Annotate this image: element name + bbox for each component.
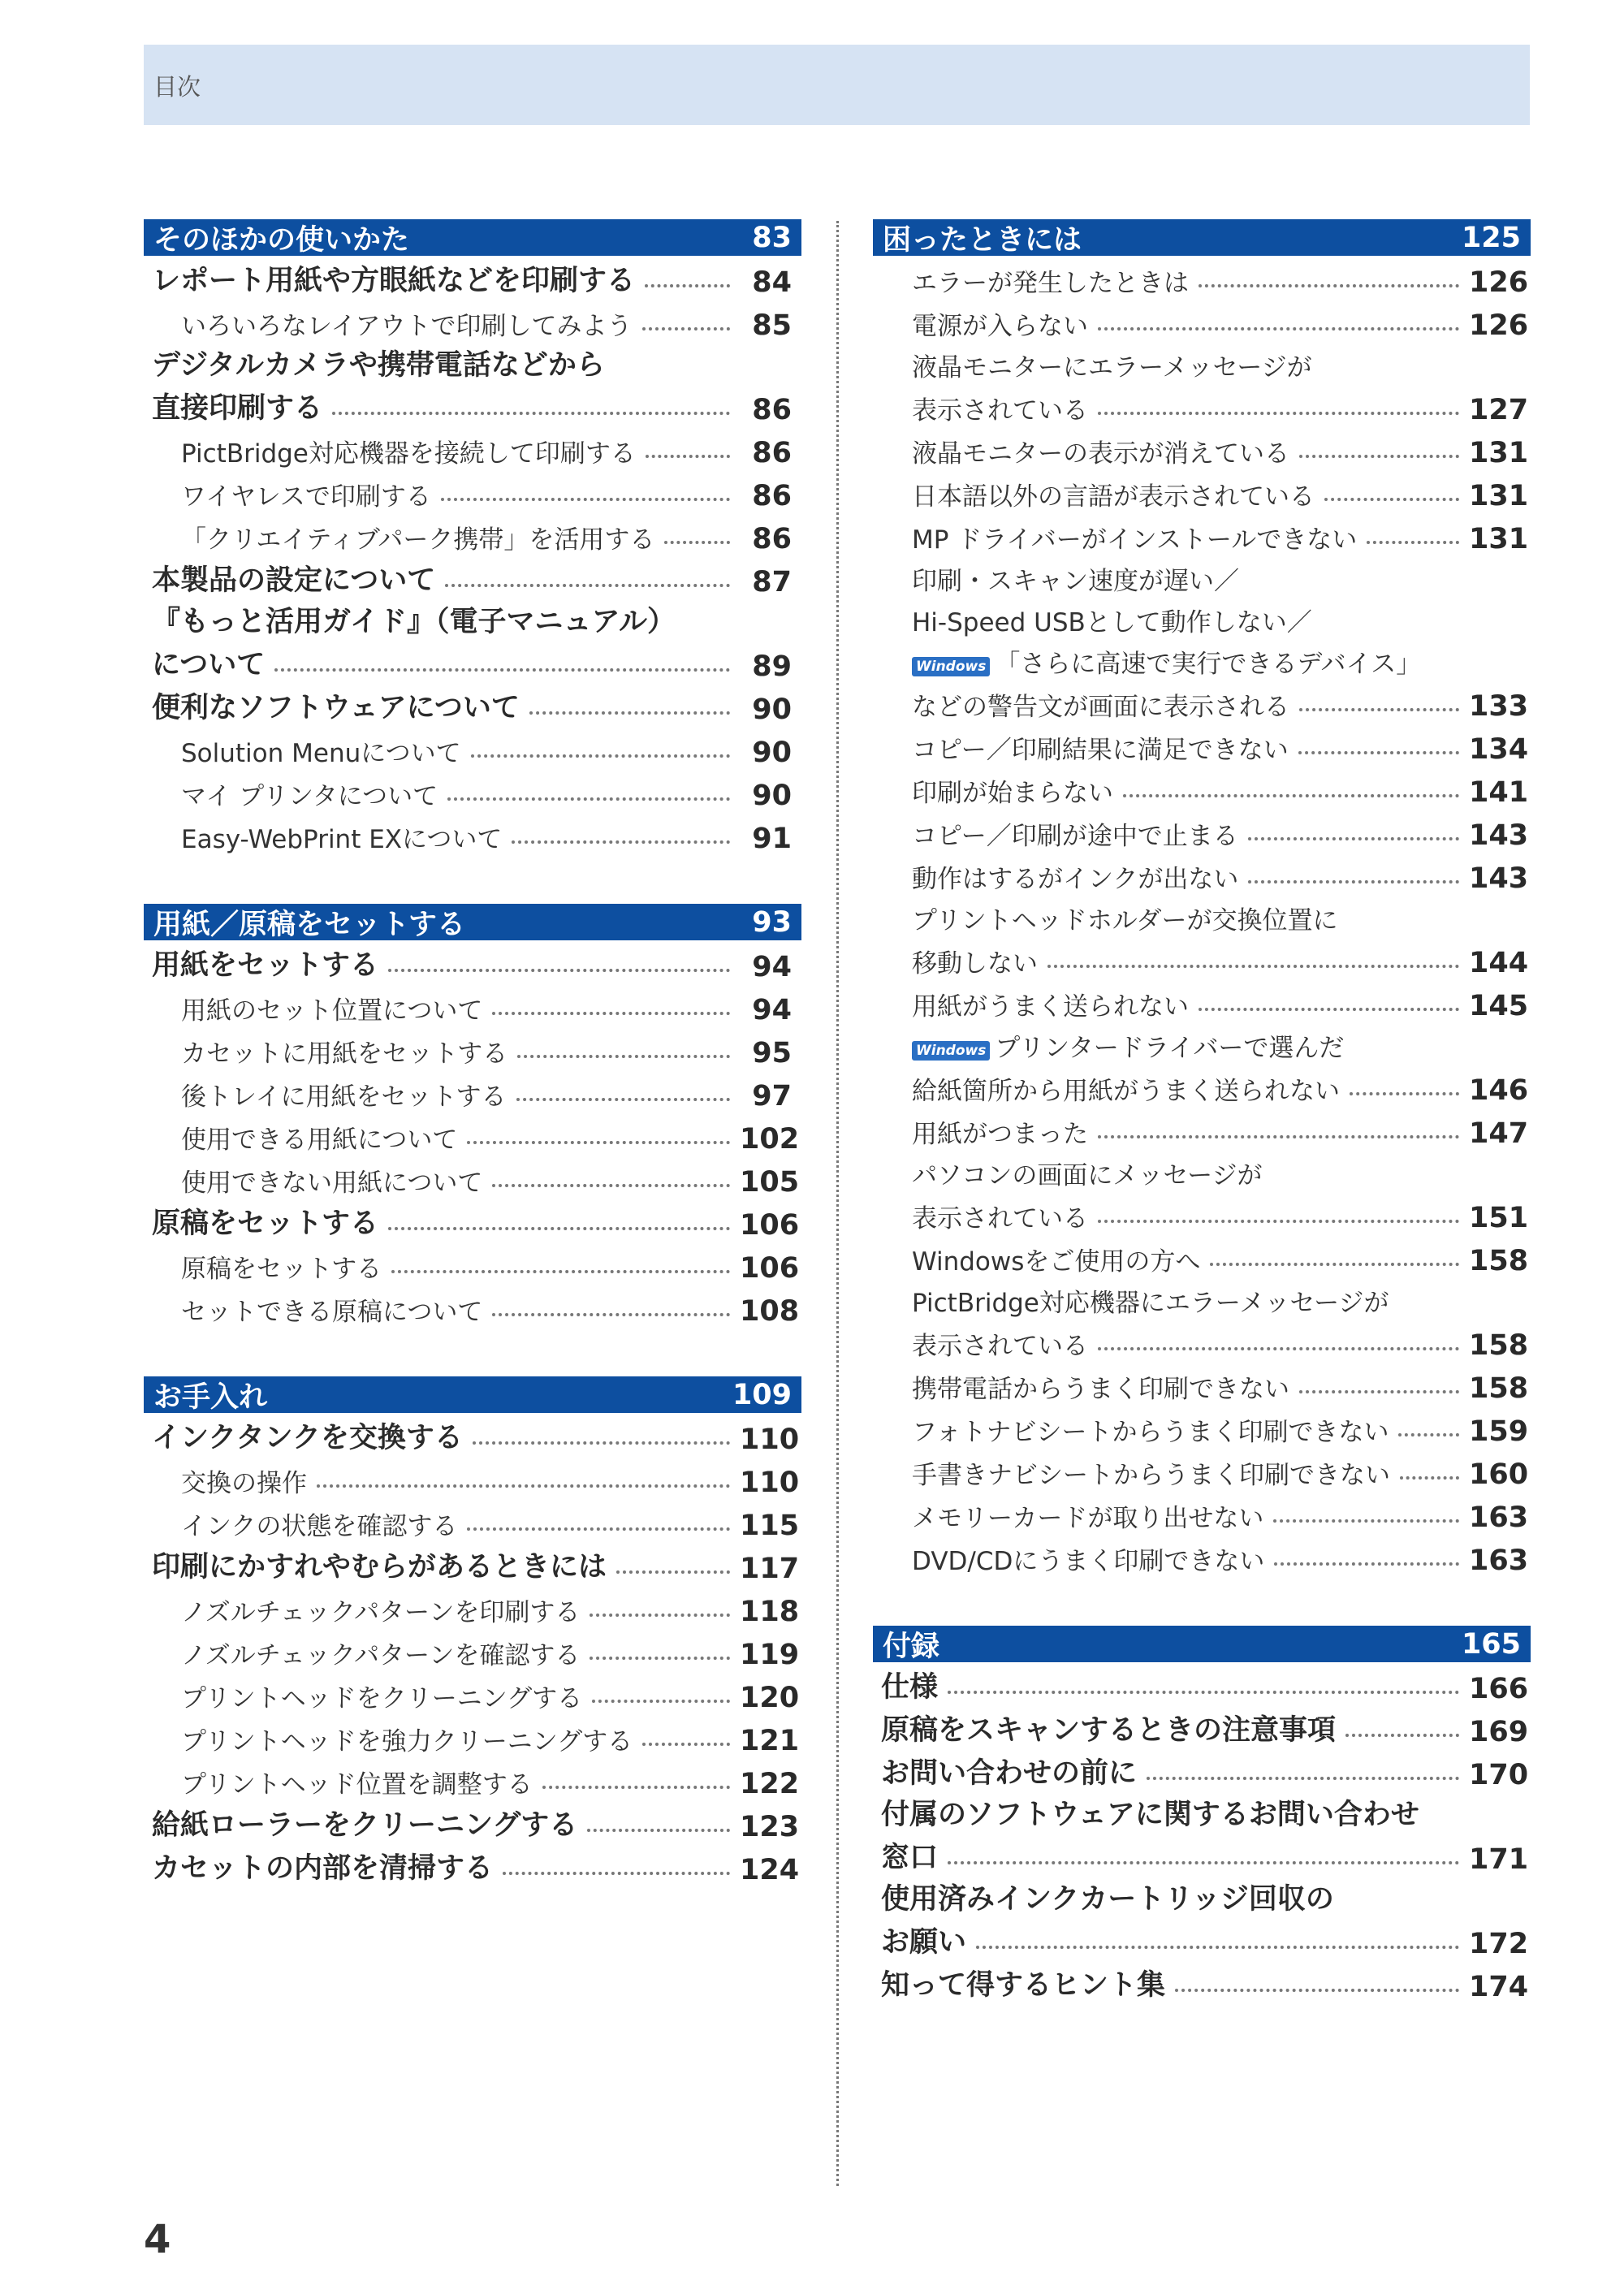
leader-dots bbox=[332, 412, 730, 415]
entry-title-line bbox=[873, 895, 1531, 936]
entry-title: マイ プリンタについて bbox=[181, 782, 438, 811]
entry-title: インクタンクを交換する bbox=[152, 1422, 463, 1454]
entry-title: 表示されている bbox=[912, 396, 1088, 426]
entry-page: 147 bbox=[1469, 1117, 1529, 1150]
leader-dots bbox=[516, 1098, 730, 1101]
entry-page: 126 bbox=[1469, 309, 1529, 342]
toc-entry[interactable] bbox=[873, 256, 1531, 299]
entry-page: 90 bbox=[752, 737, 792, 769]
section-page: 109 bbox=[732, 1378, 792, 1411]
column-divider bbox=[836, 221, 839, 2186]
entry-page: 97 bbox=[752, 1080, 792, 1112]
section-header[interactable] bbox=[144, 904, 801, 940]
entry-page: 144 bbox=[1469, 947, 1529, 979]
leader-dots bbox=[642, 1743, 730, 1746]
toc-entry[interactable] bbox=[873, 1491, 1531, 1534]
leader-dots bbox=[590, 1614, 730, 1617]
page-number: 4 bbox=[144, 2217, 171, 2262]
toc-entry[interactable] bbox=[873, 1705, 1531, 1748]
leader-dots bbox=[517, 1055, 730, 1058]
toc-entry[interactable] bbox=[144, 1542, 801, 1585]
entry-page: 87 bbox=[752, 566, 792, 598]
toc-entry[interactable] bbox=[873, 1362, 1531, 1405]
entry-title: カセットに用紙をセットする bbox=[181, 1039, 508, 1069]
leader-dots bbox=[492, 1313, 730, 1316]
section-title: 困ったときには bbox=[883, 223, 1082, 257]
entry-title: 動作はするがインクが出ない bbox=[912, 865, 1239, 894]
entry-page: 163 bbox=[1469, 1501, 1529, 1534]
leader-dots bbox=[645, 284, 730, 287]
entry-page: 151 bbox=[1469, 1202, 1529, 1234]
entry-page: 85 bbox=[752, 309, 792, 342]
leader-dots bbox=[512, 840, 730, 844]
section-gap bbox=[873, 1577, 1531, 1626]
toc-entry[interactable] bbox=[144, 640, 801, 683]
entry-title: 用紙のセット位置について bbox=[181, 996, 483, 1026]
entry-title: 窓口 bbox=[881, 1842, 939, 1874]
toc-entry[interactable] bbox=[873, 680, 1531, 723]
toc-entry[interactable] bbox=[144, 1112, 801, 1156]
entry-page: 143 bbox=[1469, 862, 1529, 895]
section-gap bbox=[144, 1328, 801, 1376]
leader-dots bbox=[1098, 1347, 1459, 1350]
entry-title-text: プリンタードライバーで選んだ bbox=[995, 1034, 1345, 1063]
toc-entry[interactable] bbox=[144, 1671, 801, 1714]
entry-title: 日本語以外の言語が表示されている bbox=[912, 482, 1315, 512]
entry-title: カセットの内部を清掃する bbox=[152, 1852, 494, 1885]
toc-entry[interactable] bbox=[144, 769, 801, 812]
section-title: そのほかの使いかた bbox=[153, 223, 410, 257]
entry-page: 118 bbox=[740, 1596, 800, 1628]
leader-dots bbox=[1324, 498, 1459, 501]
entry-title: ノズルチェックパターンを印刷する bbox=[181, 1598, 581, 1627]
toc-entry[interactable] bbox=[873, 299, 1531, 342]
entry-title: PictBridge対応機器を接続して印刷する bbox=[181, 439, 636, 469]
leader-dots bbox=[1298, 751, 1459, 754]
leader-dots bbox=[1299, 708, 1459, 711]
entry-title: 原稿をセットする bbox=[181, 1255, 382, 1284]
leader-dots bbox=[447, 797, 730, 801]
entry-page: 94 bbox=[752, 951, 792, 983]
entry-title: 便利なソフトウェアについて bbox=[152, 692, 520, 724]
leader-dots bbox=[976, 1946, 1459, 1949]
entry-page: 110 bbox=[740, 1467, 800, 1499]
leader-dots bbox=[590, 1657, 730, 1660]
entry-page: 158 bbox=[1469, 1372, 1529, 1405]
entry-title: コピー／印刷結果に満足できない bbox=[912, 736, 1289, 765]
entry-title: 表示されている bbox=[912, 1332, 1088, 1361]
entry-title: 用紙がうまく送られない bbox=[912, 992, 1189, 1022]
entry-title-text: PictBridge対応機器にエラーメッセージが bbox=[912, 1289, 1389, 1318]
toc-entry[interactable] bbox=[873, 1405, 1531, 1448]
section-title: お手入れ bbox=[153, 1380, 268, 1414]
windows-icon: Windows bbox=[912, 1041, 990, 1061]
entry-title-line bbox=[144, 342, 801, 383]
section-header[interactable] bbox=[873, 219, 1531, 256]
toc-section bbox=[144, 219, 801, 855]
toc-entry[interactable] bbox=[873, 1960, 1531, 2003]
entry-title-line bbox=[873, 1150, 1531, 1191]
toc-entry[interactable] bbox=[873, 852, 1531, 895]
toc-entry[interactable] bbox=[144, 1285, 801, 1328]
entry-page: 90 bbox=[752, 693, 792, 726]
leader-dots bbox=[503, 1872, 730, 1875]
entry-title: などの警告文が画面に表示される bbox=[912, 693, 1289, 722]
leader-dots bbox=[388, 1227, 730, 1230]
leader-dots bbox=[948, 1691, 1459, 1694]
toc-entry[interactable] bbox=[873, 1107, 1531, 1150]
toc-entry[interactable] bbox=[873, 1748, 1531, 1791]
breadcrumb: 目次 bbox=[153, 73, 201, 101]
leader-dots bbox=[492, 1012, 730, 1015]
header-bar bbox=[144, 45, 1530, 125]
leader-dots bbox=[1123, 794, 1459, 797]
entry-title: セットできる原稿について bbox=[181, 1298, 483, 1327]
entry-page: 131 bbox=[1469, 480, 1529, 512]
entry-title-line bbox=[873, 638, 1531, 680]
entry-title-line bbox=[873, 1277, 1531, 1319]
entry-title: コピー／印刷が途中で止まる bbox=[912, 822, 1238, 851]
toc-entry[interactable] bbox=[144, 1242, 801, 1285]
entry-title: 液晶モニターの表示が消えている bbox=[912, 439, 1289, 469]
entry-page: 143 bbox=[1469, 819, 1529, 852]
entry-page: 105 bbox=[740, 1166, 800, 1199]
entry-title: 印刷が始まらない bbox=[912, 779, 1113, 808]
entry-page: 86 bbox=[752, 394, 792, 426]
leader-dots bbox=[473, 1441, 730, 1445]
leader-dots bbox=[467, 1527, 730, 1531]
entry-title: 使用できない用紙について bbox=[181, 1169, 483, 1198]
entry-title: 用紙をセットする bbox=[152, 949, 378, 982]
leader-dots bbox=[1175, 1989, 1459, 1992]
entry-page: 90 bbox=[752, 780, 792, 812]
leader-dots bbox=[592, 1700, 730, 1703]
entry-page: 84 bbox=[752, 266, 792, 299]
entry-page: 131 bbox=[1469, 523, 1529, 555]
leader-dots bbox=[664, 541, 730, 544]
leader-dots bbox=[1199, 284, 1459, 287]
leader-dots bbox=[388, 969, 730, 972]
section-page: 83 bbox=[752, 221, 792, 254]
leader-dots bbox=[542, 1786, 730, 1789]
entry-page: 106 bbox=[740, 1209, 800, 1242]
toc-entry[interactable] bbox=[873, 1448, 1531, 1491]
entry-title: 「クリエイティブパーク携帯」を活用する bbox=[181, 525, 655, 555]
toc-entry[interactable] bbox=[873, 766, 1531, 809]
entry-page: 121 bbox=[740, 1725, 800, 1757]
section-header[interactable] bbox=[144, 219, 801, 256]
leader-dots bbox=[1274, 1562, 1459, 1566]
leader-dots bbox=[1248, 880, 1459, 883]
entry-title: 仕様 bbox=[881, 1671, 939, 1704]
entry-page: 141 bbox=[1469, 776, 1529, 809]
entry-page: 169 bbox=[1469, 1716, 1529, 1748]
leader-dots bbox=[1098, 1220, 1459, 1223]
entry-page: 110 bbox=[740, 1423, 800, 1456]
leader-dots bbox=[471, 754, 730, 758]
toc-entry[interactable] bbox=[873, 469, 1531, 512]
entry-page: 124 bbox=[740, 1854, 800, 1886]
entry-title: 交換の操作 bbox=[181, 1469, 307, 1498]
entry-title: MP ドライバーがインストールできない bbox=[912, 525, 1358, 555]
leader-dots bbox=[642, 327, 730, 330]
toc-entry[interactable] bbox=[873, 723, 1531, 766]
entry-title-line bbox=[873, 1022, 1531, 1064]
entry-title: いろいろなレイアウトで印刷してみよう bbox=[181, 312, 633, 341]
entry-page: 159 bbox=[1469, 1415, 1529, 1448]
toc-left-column bbox=[144, 219, 801, 1886]
entry-title-text: 「さらに高速で実行できるデバイス」 bbox=[995, 650, 1422, 679]
entry-page: 91 bbox=[752, 823, 792, 855]
entry-page: 95 bbox=[752, 1037, 792, 1069]
entry-title: プリントヘッド位置を調整する bbox=[181, 1770, 533, 1799]
windows-icon: Windows bbox=[912, 657, 990, 676]
toc-entry[interactable] bbox=[873, 1534, 1531, 1577]
leader-dots bbox=[492, 1184, 730, 1187]
leader-dots bbox=[441, 498, 730, 501]
entry-title: 印刷にかすれやむらがあるときには bbox=[152, 1551, 607, 1583]
entry-page: 127 bbox=[1469, 394, 1529, 426]
entry-page: 134 bbox=[1469, 733, 1529, 766]
toc-entry[interactable] bbox=[144, 683, 801, 726]
entry-page: 170 bbox=[1469, 1759, 1529, 1791]
leader-dots bbox=[274, 668, 730, 672]
leader-dots bbox=[317, 1484, 730, 1488]
leader-dots bbox=[1047, 965, 1459, 968]
toc-entry[interactable] bbox=[144, 940, 801, 983]
leader-dots bbox=[445, 584, 730, 587]
section-title: 付録 bbox=[883, 1630, 940, 1663]
toc-entry[interactable] bbox=[144, 1757, 801, 1800]
entry-title: 移動しない bbox=[912, 949, 1038, 979]
toc-entry[interactable] bbox=[144, 1456, 801, 1499]
entry-title: 使用できる用紙について bbox=[181, 1125, 458, 1155]
entry-page: 174 bbox=[1469, 1971, 1529, 2003]
entry-title: Easy-WebPrint EXについて bbox=[181, 825, 503, 854]
toc-section bbox=[144, 1376, 801, 1886]
toc-entry[interactable] bbox=[873, 936, 1531, 979]
leader-dots bbox=[587, 1829, 730, 1832]
toc-entry[interactable] bbox=[873, 1917, 1531, 1960]
entry-page: 106 bbox=[740, 1252, 800, 1285]
entry-title: について bbox=[152, 649, 266, 681]
entry-title-text: 付属のソフトウェアに関するお問い合わせ bbox=[881, 1799, 1419, 1831]
entry-title: ワイヤレスで印刷する bbox=[181, 482, 431, 512]
leader-dots bbox=[948, 1861, 1459, 1864]
toc-entry[interactable] bbox=[144, 299, 801, 342]
entry-title: 原稿をスキャンするときの注意事項 bbox=[881, 1714, 1337, 1747]
section-page: 93 bbox=[752, 905, 792, 939]
entry-title: 給紙ローラーをクリーニングする bbox=[152, 1809, 578, 1842]
toc-entry[interactable] bbox=[873, 979, 1531, 1022]
toc-entry[interactable] bbox=[144, 512, 801, 555]
entry-page: 89 bbox=[752, 650, 792, 683]
entry-page: 131 bbox=[1469, 437, 1529, 469]
entry-title: お願い bbox=[881, 1926, 967, 1959]
entry-title-line bbox=[873, 1791, 1531, 1833]
leader-dots bbox=[1367, 541, 1459, 544]
leader-dots bbox=[1350, 1092, 1459, 1095]
toc-entry[interactable] bbox=[873, 1662, 1531, 1705]
entry-title: DVD/CDにうまく印刷できない bbox=[912, 1547, 1265, 1576]
toc-entry[interactable] bbox=[144, 1156, 801, 1199]
toc-entry[interactable] bbox=[144, 1714, 801, 1757]
entry-page: 102 bbox=[740, 1123, 800, 1156]
toc-entry[interactable] bbox=[144, 983, 801, 1026]
entry-page: 120 bbox=[740, 1682, 800, 1714]
toc-entry[interactable] bbox=[144, 726, 801, 769]
toc-entry[interactable] bbox=[144, 1499, 801, 1542]
toc-entry[interactable] bbox=[873, 1191, 1531, 1234]
leader-dots bbox=[1210, 1263, 1459, 1266]
entry-title: 本製品の設定について bbox=[152, 564, 436, 597]
toc-entry[interactable] bbox=[144, 555, 801, 598]
toc-entry[interactable] bbox=[144, 1069, 801, 1112]
toc-entry[interactable] bbox=[873, 1833, 1531, 1876]
entry-title-text: デジタルカメラや携帯電話などから bbox=[152, 349, 605, 382]
toc-entry[interactable] bbox=[144, 383, 801, 426]
entry-page: 122 bbox=[740, 1768, 800, 1800]
entry-title: ノズルチェックパターンを確認する bbox=[181, 1641, 581, 1670]
entry-title-line bbox=[873, 342, 1531, 383]
leader-dots bbox=[391, 1270, 730, 1273]
leader-dots bbox=[1398, 1433, 1459, 1436]
entry-title-line bbox=[873, 1876, 1531, 1917]
entry-page: 117 bbox=[740, 1553, 800, 1585]
entry-title: レポート用紙や方眼紙などを印刷する bbox=[152, 265, 636, 297]
entry-title-text: 使用済みインクカートリッジ回収の bbox=[881, 1883, 1334, 1916]
entry-title: メモリーカードが取り出せない bbox=[912, 1504, 1264, 1533]
entry-title: 給紙箇所から用紙がうまく送られない bbox=[912, 1077, 1340, 1106]
entry-page: 158 bbox=[1469, 1245, 1529, 1277]
leader-dots bbox=[467, 1141, 730, 1144]
entry-title-text: 『もっと活用ガイド』（電子マニュアル） bbox=[152, 606, 676, 638]
leader-dots bbox=[1147, 1777, 1459, 1780]
entry-page: 146 bbox=[1469, 1074, 1529, 1107]
entry-page: 160 bbox=[1469, 1458, 1529, 1491]
entry-title-line bbox=[873, 555, 1531, 597]
entry-page: 86 bbox=[752, 480, 792, 512]
toc-entry[interactable] bbox=[144, 1800, 801, 1843]
section-gap bbox=[144, 855, 801, 904]
toc-entry[interactable] bbox=[144, 426, 801, 469]
section-page: 125 bbox=[1461, 221, 1521, 254]
toc-entry[interactable] bbox=[144, 469, 801, 512]
toc-right-column bbox=[873, 219, 1531, 2003]
leader-dots bbox=[1098, 412, 1459, 415]
entry-title-line bbox=[144, 598, 801, 640]
toc-entry[interactable] bbox=[144, 1585, 801, 1628]
entry-page: 126 bbox=[1469, 266, 1529, 299]
entry-title: 用紙がつまった bbox=[912, 1120, 1088, 1149]
entry-title: 表示されている bbox=[912, 1204, 1088, 1233]
leader-dots bbox=[1273, 1519, 1459, 1523]
entry-title: 知って得するヒント集 bbox=[881, 1969, 1166, 2002]
entry-page: 86 bbox=[752, 437, 792, 469]
toc-entry[interactable] bbox=[144, 1413, 801, 1456]
leader-dots bbox=[1299, 1390, 1459, 1393]
leader-dots bbox=[1299, 455, 1459, 458]
leader-dots bbox=[616, 1570, 730, 1574]
toc-entry[interactable] bbox=[873, 809, 1531, 852]
leader-dots bbox=[1345, 1734, 1459, 1737]
entry-page: 123 bbox=[740, 1811, 800, 1843]
leader-dots bbox=[646, 455, 730, 458]
entry-title: Solution Menuについて bbox=[181, 739, 461, 768]
entry-title: お問い合わせの前に bbox=[881, 1757, 1138, 1790]
entry-title-text: 印刷・スキャン速度が遅い／ bbox=[912, 567, 1239, 596]
entry-title: 携帯電話からうまく印刷できない bbox=[912, 1375, 1289, 1404]
toc-entry[interactable] bbox=[144, 1199, 801, 1242]
toc-entry[interactable] bbox=[144, 1843, 801, 1886]
entry-page: 115 bbox=[740, 1510, 800, 1542]
section-header[interactable] bbox=[873, 1626, 1531, 1662]
toc-section bbox=[144, 904, 801, 1328]
toc-entry[interactable] bbox=[144, 1026, 801, 1069]
entry-title-text: プリントヘッドホルダーが交換位置に bbox=[912, 906, 1338, 935]
leader-dots bbox=[1098, 327, 1459, 330]
entry-title: 後トレイに用紙をセットする bbox=[181, 1082, 507, 1112]
toc-entry[interactable] bbox=[873, 1319, 1531, 1362]
toc-entry[interactable] bbox=[873, 426, 1531, 469]
entry-title: プリントヘッドをクリーニングする bbox=[181, 1684, 583, 1713]
entry-title: 原稿をセットする bbox=[152, 1207, 378, 1240]
entry-page: 133 bbox=[1469, 690, 1529, 723]
entry-page: 166 bbox=[1469, 1673, 1529, 1705]
toc-entry[interactable] bbox=[873, 1064, 1531, 1107]
entry-page: 145 bbox=[1469, 990, 1529, 1022]
toc-entry[interactable] bbox=[873, 1234, 1531, 1277]
section-page: 165 bbox=[1461, 1627, 1521, 1661]
entry-title-text: Hi-Speed USBとして動作しない／ bbox=[912, 608, 1312, 637]
entry-title-text: パソコンの画面にメッセージが bbox=[912, 1161, 1263, 1190]
leader-dots bbox=[529, 711, 730, 715]
entry-title: 手書きナビシートからうまく印刷できない bbox=[912, 1461, 1390, 1490]
entry-page: 163 bbox=[1469, 1544, 1529, 1577]
entry-title-text: 液晶モニターにエラーメッセージが bbox=[912, 353, 1312, 382]
entry-title: 電源が入らない bbox=[912, 312, 1088, 341]
leader-dots bbox=[1098, 1135, 1459, 1138]
entry-title: Windowsをご使用の方へ bbox=[912, 1247, 1201, 1277]
toc-entry[interactable] bbox=[144, 812, 801, 855]
leader-dots bbox=[1400, 1476, 1459, 1480]
leader-dots bbox=[1199, 1008, 1459, 1011]
entry-title: プリントヘッドを強力クリーニングする bbox=[181, 1727, 633, 1756]
entry-title: 直接印刷する bbox=[152, 392, 323, 425]
entry-page: 86 bbox=[752, 523, 792, 555]
entry-page: 94 bbox=[752, 994, 792, 1026]
entry-page: 158 bbox=[1469, 1329, 1529, 1362]
entry-title-line bbox=[873, 597, 1531, 638]
entry-page: 119 bbox=[740, 1639, 800, 1671]
entry-page: 172 bbox=[1469, 1928, 1529, 1960]
leader-dots bbox=[1248, 837, 1459, 840]
section-title: 用紙／原稿をセットする bbox=[153, 908, 465, 941]
entry-title: インクの状態を確認する bbox=[181, 1512, 458, 1541]
toc-entry[interactable] bbox=[144, 1628, 801, 1671]
toc-entry[interactable] bbox=[144, 256, 801, 299]
entry-page: 108 bbox=[740, 1295, 800, 1328]
section-header[interactable] bbox=[144, 1376, 801, 1413]
toc-section bbox=[873, 1626, 1531, 2003]
entry-page: 171 bbox=[1469, 1843, 1529, 1876]
toc-entry[interactable] bbox=[873, 383, 1531, 426]
entry-title: フォトナビシートからうまく印刷できない bbox=[912, 1418, 1389, 1447]
toc-entry[interactable] bbox=[873, 512, 1531, 555]
entry-title: エラーが発生したときは bbox=[912, 269, 1189, 298]
toc-section bbox=[873, 219, 1531, 1577]
